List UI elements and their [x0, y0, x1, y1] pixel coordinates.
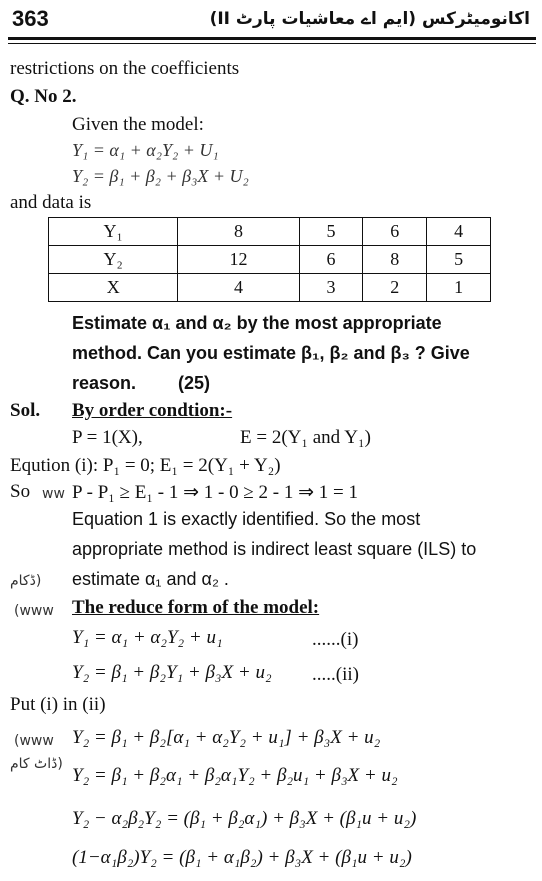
and-data-label: and data is — [10, 192, 92, 213]
exact-line-3: estimate α₁ and α₂ . — [72, 569, 229, 589]
reduced-equation-1-tag: ......(i) — [312, 629, 359, 650]
sol-label: Sol. — [10, 400, 41, 421]
table-cell: 6 — [363, 218, 427, 246]
table-cell: Y₁ — [49, 218, 178, 246]
model-equation-1: Y₁ = α₁ + α₂Y₂ + U₁ — [72, 140, 219, 160]
estimate-line-2: method. Can you estimate β₁, β₂ and β₃ ? Give — [72, 343, 470, 363]
estimate-line-1: Estimate α₁ and α₂ by the most appropriate — [72, 313, 442, 333]
so-label: So — [10, 481, 31, 502]
restrictions-line: restrictions on the coefficients — [10, 58, 240, 79]
estimate-line-3: reason. — [72, 373, 137, 393]
marks: (25) — [178, 373, 211, 393]
table-cell: 8 — [178, 218, 299, 246]
table-cell: X — [49, 274, 178, 302]
table-cell: Y₂ — [49, 246, 178, 274]
reduced-equation-2: Y₂ = β₁ + β₂Y₁ + β₃X + u₂ — [72, 662, 272, 683]
table-cell: 5 — [427, 246, 491, 274]
table-cell: 4 — [427, 218, 491, 246]
table-cell: 12 — [178, 246, 299, 274]
given-model-label: Given the model: — [72, 114, 204, 135]
model-equation-2: Y₂ = β₁ + β₂ + β₃X + U₂ — [72, 166, 249, 186]
equation-i-line: Eqution (i): P₁ = 0; E₁ = 2(Y₁ + Y₂) — [10, 455, 281, 476]
question-label: Q. No 2. — [10, 86, 77, 107]
substitution-equation-1: Y₂ = β₁ + β₂[α₁ + α₂Y₂ + u₁] + β₃X + u₂ — [72, 727, 381, 748]
table-row — [49, 274, 491, 302]
header-rule-thick — [8, 37, 536, 40]
put-line: Put (i) in (ii) — [10, 694, 106, 715]
table-cell: 2 — [363, 274, 427, 302]
substitution-equation-4: (1−α₁β₂)Y₂ = (β₁ + α₁β₂) + β₃X + (β₁u + u₂) — [72, 847, 412, 868]
table-cell: 1 — [427, 274, 491, 302]
table-cell: 4 — [178, 274, 299, 302]
watermark-www-2: (www — [14, 733, 54, 749]
watermark-www-1: (www — [14, 603, 54, 619]
table-cell: 5 — [299, 218, 363, 246]
e-equation: E = 2(Y₁ and Y₁) — [240, 427, 371, 448]
substitution-equation-2: Y₂ = β₁ + β₂α₁ + β₂α₁Y₂ + β₂u₁ + β₃X + u₂ — [72, 765, 398, 786]
table-cell: 3 — [299, 274, 363, 302]
so-math: P - P₁ ≥ E₁ - 1 ⇒ 1 - 0 ≥ 2 - 1 ⇒ 1 = 1 — [72, 482, 359, 503]
data-table — [48, 217, 491, 302]
substitution-equation-3: Y₂ − α₂β₂Y₂ = (β₁ + β₂α₁) + β₃X + (β₁u + u₂) — [72, 808, 417, 829]
reduced-equation-1: Y₁ = α₁ + α₂Y₂ + u₁ — [72, 627, 223, 648]
header-rule-thin — [8, 43, 536, 44]
exact-line-1: Equation 1 is exactly identified. So the most — [72, 509, 421, 529]
p-equation: P = 1(X), — [72, 427, 143, 448]
reduce-form-heading: The reduce form of the model: — [72, 597, 320, 618]
table-cell: 6 — [299, 246, 363, 274]
running-head: اکانومیٹرکس (ایم اے معاشیات پارٹ II) — [209, 9, 530, 29]
reduced-equation-2-tag: .....(ii) — [312, 664, 359, 685]
order-condition-heading: By order condtion:- — [72, 400, 233, 421]
watermark-so-prefix: ww — [42, 486, 65, 502]
watermark-urdu-1: ڈکام) — [10, 573, 42, 589]
table-cell: 8 — [363, 246, 427, 274]
table-row — [49, 218, 491, 246]
exact-line-2: appropriate method is indirect least square (ILS) to — [72, 539, 477, 559]
page-number: 363 — [12, 6, 49, 31]
watermark-urdu-2: ڈاٹ کام) — [10, 756, 63, 772]
table-row — [49, 246, 491, 274]
